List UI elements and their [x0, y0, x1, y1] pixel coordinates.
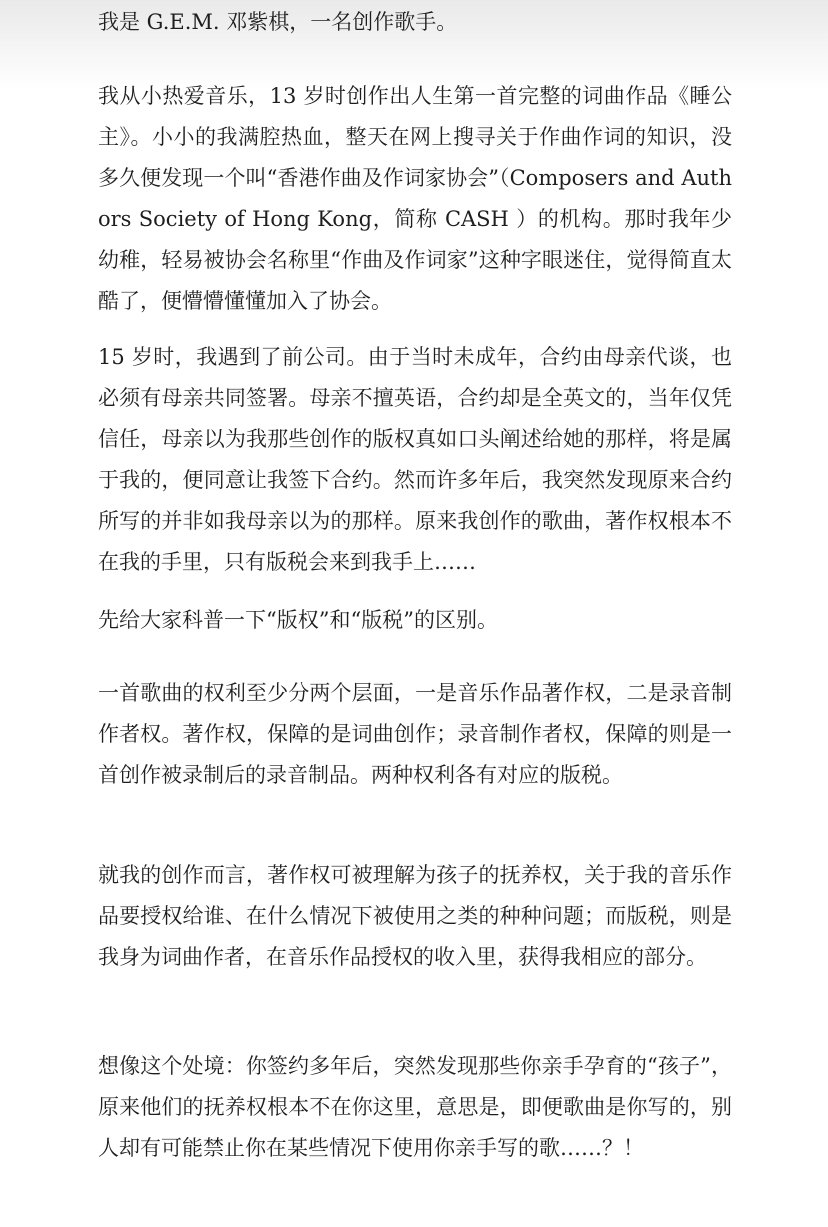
paragraph-analogy: 就我的创作而言，著作权可被理解为孩子的抚养权，关于我的音乐作品要授权给谁、在什么情况下被使用之类的种种问题；而版税，则是我身为词曲作者，在音乐作品授权的收入里，获得我相应的部分。 [98, 863, 732, 969]
paragraph-scenario: 想像这个处境：你签约多年后，突然发现那些你亲手孕育的“孩子”，原来他们的抚养权根本不在你这里，意思是，即便歌曲是你写的，别人却有可能禁止你在某些情况下使用你亲手写的歌……？！ [98, 1054, 732, 1160]
paragraph-intro: 我是 G.E.M. 邓紫棋，一名创作歌手。 [98, 10, 458, 34]
paragraph-rights-layers: 一首歌曲的权利至少分两个层面，一是音乐作品著作权，二是录音制作者权。著作权，保障的是词曲创作；录音制作者权，保障的则是一首创作被录制后的录音制品。两种权利各有对应的版税。 [98, 681, 732, 787]
paragraph-contract: 15 岁时，我遇到了前公司。由于当时未成年，合约由母亲代谈，也必须有母亲共同签署。母亲不擅英语，合约却是全英文的，当年仅凭信任，母亲以为我那些创作的版权真如口头阐述给她的那样，将是属于我的，便同意让我签下合约。然而许多年后，我突然发现原来合约所写的并非如我母亲以为的那样。原来我创作的歌曲，著作权根本不在我的手里，只有版税会来到我手上…… [98, 345, 732, 574]
paragraph-childhood: 我从小热爱音乐，13 岁时创作出人生第一首完整的词曲作品《睡公主》。小小的我满腔热血，整天在网上搜寻关于作曲作词的知识，没多久便发现一个叫“香港作曲及作词家协会”（Composers and Authors Society of Hong Kong，简称 CASH ）的机构。那时我年少幼稚，轻易被协会名称里“作曲及作词家”这种字眼迷住，觉得简直太酷了，便懵懵懂懂加入了协会。 [98, 84, 732, 313]
paragraph-explainer-intro: 先给大家科普一下“版权”和“版税”的区别。 [98, 608, 498, 632]
